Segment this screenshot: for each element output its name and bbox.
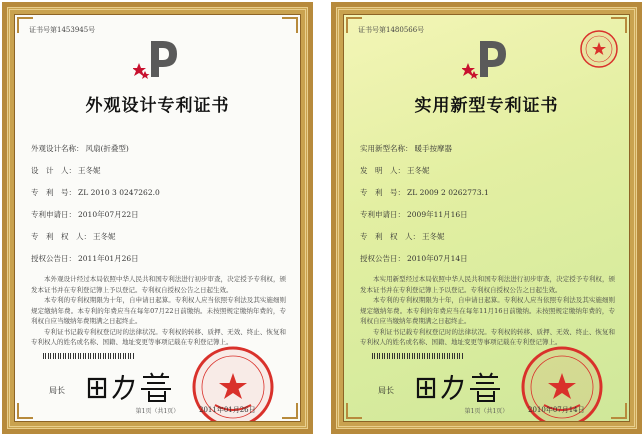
certificate-title: 外观设计专利证书 <box>85 96 230 116</box>
field-grant-date <box>31 253 139 264</box>
field-utility-name <box>360 143 452 154</box>
page-number: 第1页（共1页） <box>135 408 180 415</box>
field-patentee <box>31 231 116 242</box>
field-application-date <box>360 209 468 220</box>
field-value: 王冬妮 <box>93 232 116 241</box>
field-value: 暖手按摩器 <box>414 144 452 153</box>
seal-date: 2011年01月26日 <box>199 406 256 414</box>
field-patentee <box>360 231 445 242</box>
utility-model-certificate <box>331 2 642 434</box>
field-designer <box>31 165 101 176</box>
page-number: 第1页（共1页） <box>464 408 509 415</box>
field-grant-date <box>360 253 468 264</box>
certificate-title: 实用新型专利证书 <box>414 96 559 116</box>
field-label: 设 计 人： <box>31 166 76 175</box>
field-label: 专 利 号： <box>360 188 405 197</box>
patent-office-logo-icon <box>462 37 512 81</box>
body-paragraph: 本外观设计经过本局依照中华人民共和国专利法进行初步审查，决定授予专利权，颁发本证书并在专利登记簿上予以登记。专利权自授权公告之日起生效。 <box>31 275 286 294</box>
patent-office-logo-icon <box>133 37 183 81</box>
director-signature <box>414 371 502 403</box>
field-label: 发 明 人： <box>360 166 405 175</box>
field-value: 2011年01月26日 <box>78 254 139 263</box>
body-paragraph: 专利证书记载专利权登记时的法律状况。专利权的转移、质押、无效、终止、恢复和专利权人的姓名或名称、国籍、地址变更等事项记载在专利登记簿上。 <box>360 327 615 346</box>
field-label: 专 利 号： <box>31 188 76 197</box>
body-paragraph: 专利证书记载专利权登记时的法律状况。专利权的转移、质押、无效、终止、恢复和专利权人的姓名或名称、国籍、地址变更等事项记载在专利登记簿上。 <box>31 327 286 346</box>
field-label: 专 利 权 人： <box>360 232 420 241</box>
field-value: ZL 2009 2 0262773.1 <box>407 188 489 197</box>
field-label: 专 利 权 人： <box>31 232 91 241</box>
agency-seal-stamp <box>579 29 619 69</box>
field-inventor <box>360 165 430 176</box>
field-label: 实用新型名称： <box>360 144 413 153</box>
field-value: ZL 2010 3 0247262.0 <box>78 188 160 197</box>
field-label: 专利申请日： <box>31 210 76 219</box>
chief-label: 局长 <box>378 386 394 395</box>
field-value: 王冬妮 <box>407 166 430 175</box>
field-value: 2010年07月22日 <box>78 210 139 219</box>
body-paragraph: 本专利的专利权期限为十年，自申请日起算。专利权人应当依照专利法及其实施细则规定缴纳年费。本专利的年费应当在每年11月16日前缴纳。未按照规定缴纳年费的，专利权自应当缴纳年费期满之日起终止。 <box>360 296 615 325</box>
certificate-body <box>360 274 615 348</box>
barcode <box>43 353 135 359</box>
body-paragraph: 本实用新型经过本局依照中华人民共和国专利法进行初步审查，决定授予专利权，颁发本证书并在专利登记簿上予以登记。专利权自授权公告之日起生效。 <box>360 275 615 294</box>
chief-label: 局长 <box>49 386 65 395</box>
body-paragraph: 本专利的专利权期限为十年，自申请日起算。专利权人应当依照专利法及其实施细则规定缴纳年费。本专利的年费应当在每年07月22日前缴纳。未按照规定缴纳年费的，专利权自应当缴纳年费期满之日起终止。 <box>31 296 286 325</box>
certificate-number: 证书号第1453945号 <box>29 26 96 34</box>
director-signature <box>85 371 173 403</box>
certificate-frame <box>336 7 637 429</box>
field-patent-number <box>31 187 160 198</box>
field-value: 风扇(折叠型) <box>85 144 129 153</box>
field-design-name <box>31 143 129 154</box>
field-label: 专利申请日： <box>360 210 405 219</box>
corner-ornament <box>282 17 298 33</box>
design-patent-certificate <box>2 2 313 434</box>
field-label: 外观设计名称： <box>31 144 84 153</box>
field-application-date <box>31 209 139 220</box>
field-value: 2010年07月14日 <box>407 254 468 263</box>
barcode <box>372 353 464 359</box>
certificate-body <box>31 274 286 348</box>
field-patent-number <box>360 187 489 198</box>
certificate-paper <box>14 14 301 422</box>
certificate-number: 证书号第1480566号 <box>358 26 425 34</box>
field-value: 2009年11月16日 <box>407 210 468 219</box>
certificate-paper <box>343 14 630 422</box>
field-value: 王冬妮 <box>78 166 101 175</box>
field-label: 授权公告日： <box>31 254 76 263</box>
certificate-frame <box>7 7 308 429</box>
seal-date: 2010年07月14日 <box>528 406 585 414</box>
field-value: 王冬妮 <box>422 232 445 241</box>
field-label: 授权公告日： <box>360 254 405 263</box>
